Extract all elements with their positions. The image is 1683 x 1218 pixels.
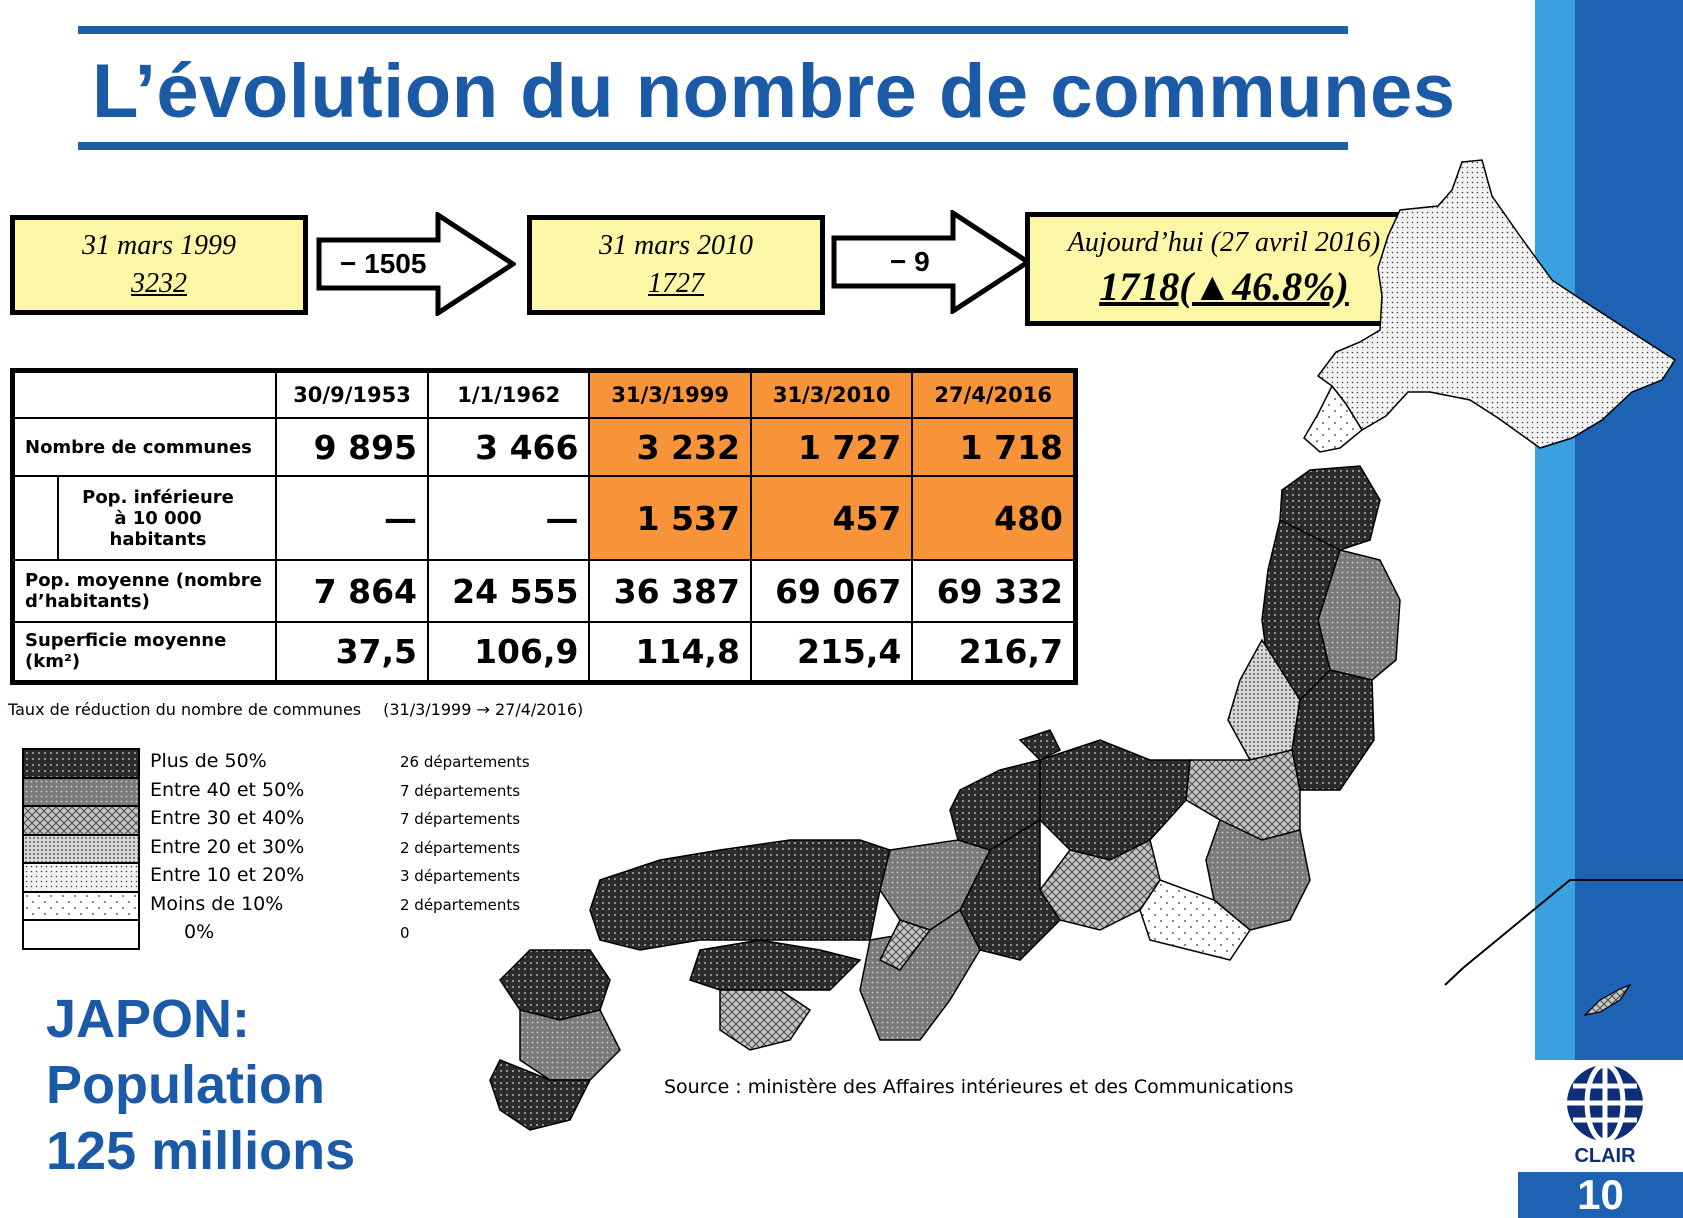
legend-swatch xyxy=(22,919,140,950)
legend-label: 0% xyxy=(184,921,215,943)
map-region-okinawa xyxy=(1585,985,1630,1015)
legend-label: Entre 40 et 50% xyxy=(150,778,305,801)
table-header-cell: 27/4/2016 xyxy=(912,371,1075,419)
map-region-kyushu-mid xyxy=(520,1010,620,1080)
legend-label: Moins de 10% xyxy=(150,892,284,915)
legend-swatch xyxy=(22,891,140,922)
table-header-cell: 30/9/1953 xyxy=(276,371,428,419)
table-cell: 480 xyxy=(912,476,1075,560)
map-region-chubu-north xyxy=(1040,740,1190,860)
clair-logo xyxy=(1555,1058,1655,1168)
flow-value: 3232 xyxy=(131,268,187,299)
legend-count: 3 départements xyxy=(400,867,521,885)
row-label: Nombre de communes xyxy=(13,418,277,476)
table-cell: — xyxy=(276,476,428,560)
table-cell: 37,5 xyxy=(276,622,428,682)
legend-label: Entre 20 et 30% xyxy=(150,835,305,858)
flow-date: 31 mars 1999 xyxy=(81,230,236,261)
table-header-cell: 1/1/1962 xyxy=(428,371,589,419)
table-cell: 1 537 xyxy=(589,476,750,560)
logo-wordmark: CLAIR xyxy=(1574,1145,1636,1167)
legend-swatch xyxy=(22,748,140,779)
flow-value: 1718(▲46.8%) xyxy=(1099,264,1349,309)
table-cell: 1 718 xyxy=(912,418,1075,476)
map-inset-frame xyxy=(1445,880,1683,985)
legend-range: (31/3/1999 → 27/4/2016) xyxy=(383,700,584,719)
flow-date: Aujourd’hui (27 avril 2016) xyxy=(1067,227,1381,258)
legend-title: Taux de réduction du nombre de communes xyxy=(8,700,362,719)
japon-line: JAPON: xyxy=(46,989,251,1049)
map-region-hokkaido xyxy=(1318,160,1675,448)
row-label: Pop. moyenne (nombre d’habitants) xyxy=(13,560,277,622)
legend-label: Entre 30 et 40% xyxy=(150,807,305,829)
table-cell: 216,7 xyxy=(912,622,1075,682)
table-cell: 1 727 xyxy=(751,418,912,476)
page-title: L’évolution du nombre de communes xyxy=(92,49,1456,134)
table-cell: 3 466 xyxy=(428,418,589,476)
title-rule-top xyxy=(78,26,1348,34)
table-header-cell: 31/3/2010 xyxy=(751,371,912,419)
legend-swatch xyxy=(22,862,140,893)
map-region-chugoku xyxy=(590,840,890,950)
japon-line: Population xyxy=(46,1055,325,1115)
legend-count: 2 départements xyxy=(400,895,521,914)
row-label: Superficie moyenne (km²) xyxy=(13,622,277,682)
flow-box-1999 xyxy=(10,215,308,315)
legend-swatch xyxy=(22,777,140,808)
title-rule-bottom xyxy=(78,142,1348,150)
table-cell: 215,4 xyxy=(751,622,912,682)
table-cell: 114,8 xyxy=(589,622,750,682)
table-cell: — xyxy=(428,476,589,560)
table-cell: 9 895 xyxy=(276,418,428,476)
table-cell: 106,9 xyxy=(428,622,589,682)
arrow-label-2: − 9 xyxy=(890,246,930,277)
table-header-cell xyxy=(13,371,277,419)
map-region-kanto-north xyxy=(1186,750,1300,840)
flow-value: 1727 xyxy=(648,268,704,299)
table-cell: 69 067 xyxy=(751,560,912,622)
table-cell: 69 332 xyxy=(912,560,1075,622)
map-region-shikoku-south xyxy=(720,990,810,1050)
row-label-sub xyxy=(13,476,277,560)
table-cell: 24 555 xyxy=(428,560,589,622)
page-number: 10 xyxy=(1518,1172,1683,1218)
legend-count: 2 départements xyxy=(400,838,521,857)
map-region-shikoku-north xyxy=(690,940,860,990)
legend-swatch xyxy=(22,834,140,865)
legend-swatch xyxy=(22,805,140,836)
legend-count: 26 départements xyxy=(400,753,530,771)
row-label: Pop. inférieure à 10 000 habitants xyxy=(82,486,234,550)
legend-label: Entre 10 et 20% xyxy=(150,864,305,886)
legend-count: 7 départements xyxy=(400,781,521,800)
table-header-cell: 31/3/1999 xyxy=(589,371,750,419)
table-cell: 36 387 xyxy=(589,560,750,622)
flow-date: 31 mars 2010 xyxy=(598,230,753,261)
table-cell: 7 864 xyxy=(276,560,428,622)
legend-count: 0 xyxy=(400,924,410,942)
japon-line: 125 millions xyxy=(46,1121,356,1181)
japan-population-block xyxy=(46,986,355,1184)
map-region-kyushu-north xyxy=(500,950,610,1020)
legend-label: Plus de 50% xyxy=(150,750,267,772)
japan-map xyxy=(470,150,1683,1170)
source-note: Source : ministère des Affaires intérieures et des Communications xyxy=(664,1076,1294,1098)
table-cell: 3 232 xyxy=(589,418,750,476)
arrow-label-1: − 1505 xyxy=(340,248,427,279)
legend-count: 7 départements xyxy=(400,810,521,828)
table-cell: 457 xyxy=(751,476,912,560)
